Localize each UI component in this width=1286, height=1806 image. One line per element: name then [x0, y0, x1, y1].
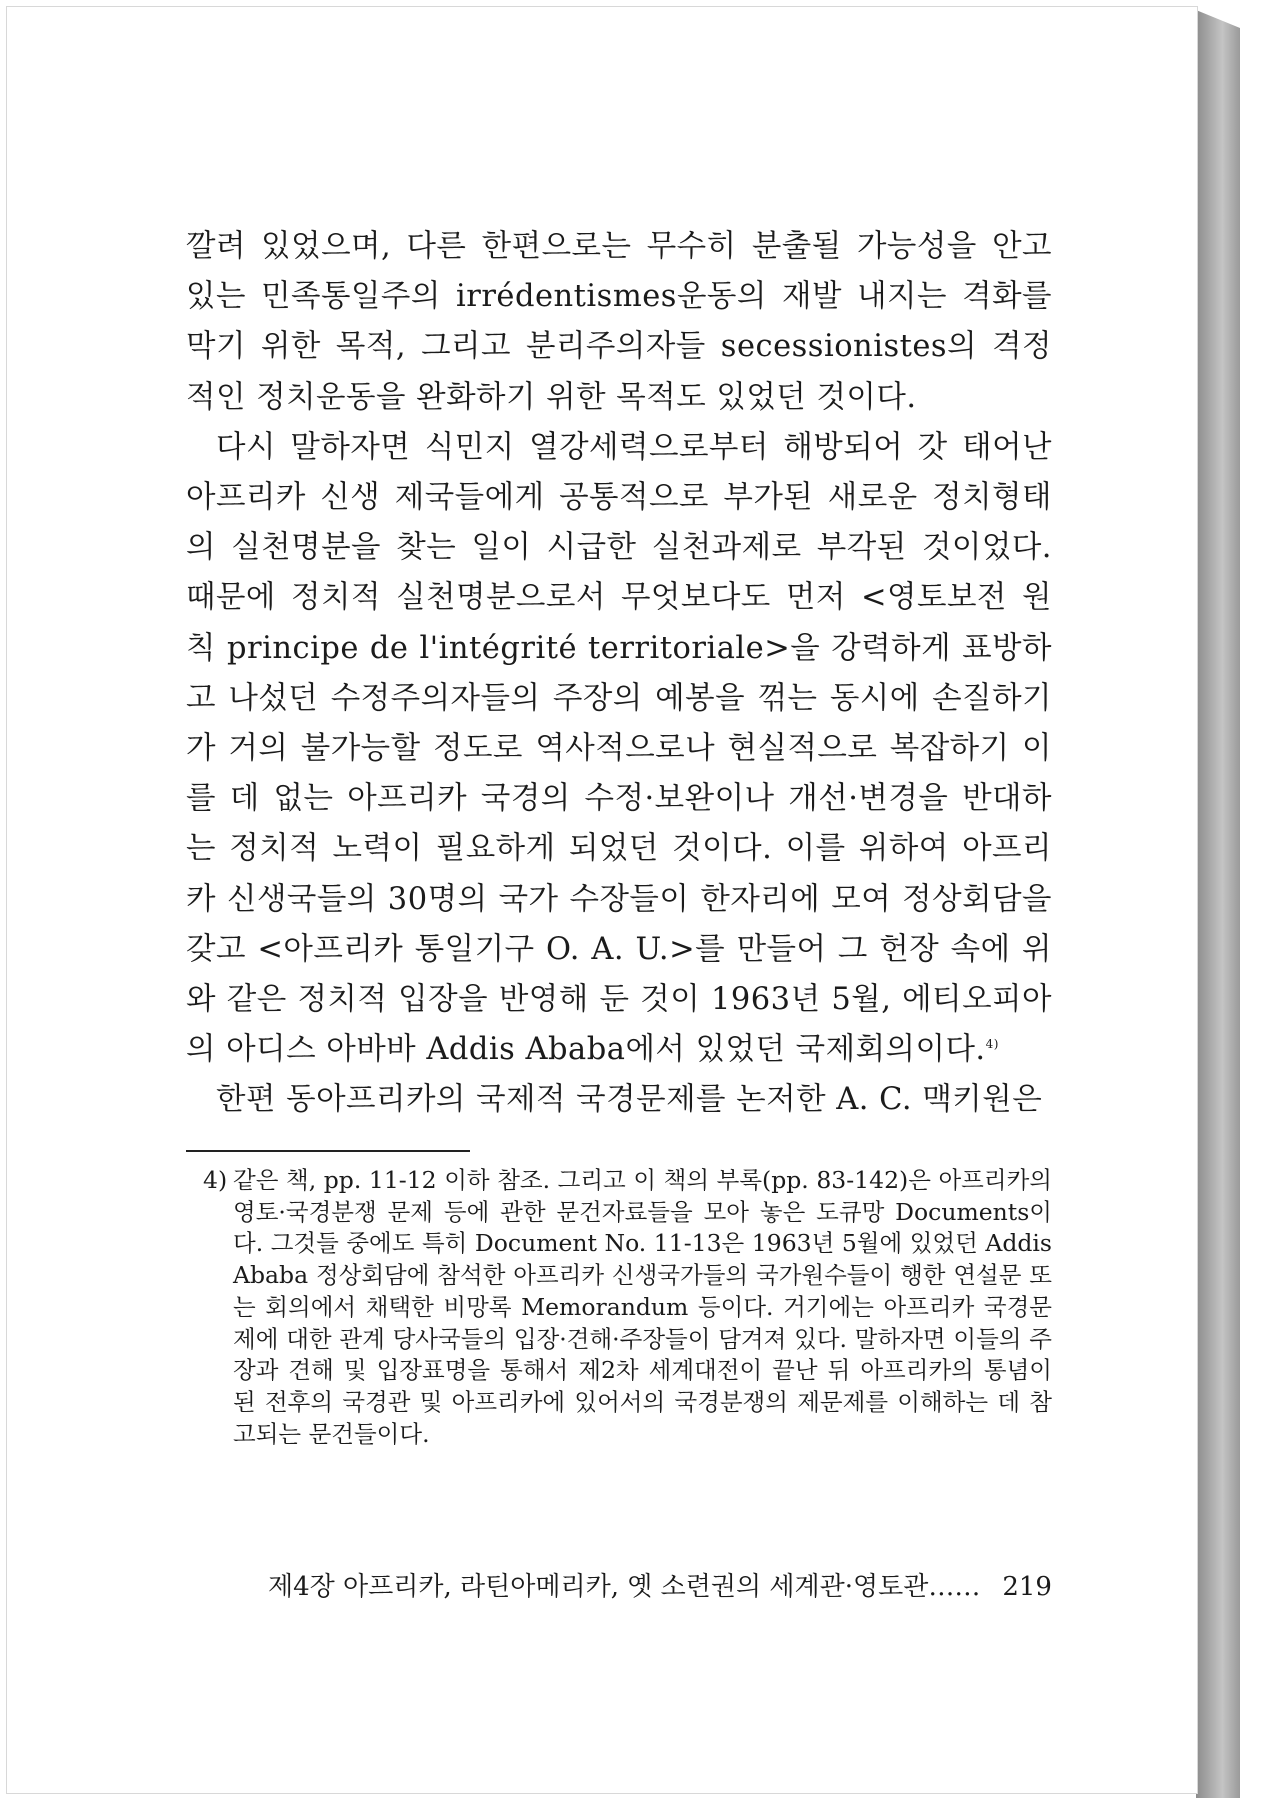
paragraph-2: [186, 423, 1052, 1076]
paragraph-3: 한편 동아프리카의 국제적 국경문제를 논저한 A. C. 맥키원은: [216, 1082, 1043, 1118]
footnote-reference: 4): [985, 1037, 999, 1052]
footnote-4: [203, 1165, 1052, 1450]
footnote-number: 4): [203, 1166, 228, 1194]
page-edge-shadow: [1196, 10, 1240, 1798]
page-number: 219: [1002, 1572, 1052, 1602]
running-title: 제4장 아프리카, 라틴아메리카, 옛 소련권의 세계관·영토관……: [268, 1572, 981, 1602]
paragraph-2-text: 다시 말하자면 식민지 열강세력으로부터 해방되어 갓 태어난 아프리카 신생 제국들에게 공통적으로 부가된 새로운 정치형태의 실천명분을 찾는 일이 시급한 실천과제로 부각된 것이었다. 때문에 정치적 실천명분으로서 무엇보다도 먼저 <영토보전 원칙 principe de l'intégrité territoriale>을 강력하게 표방하고 나섰던 수정주의자들의 주장의 예봉을 꺾는 동시에 손질하기가 거의 불가능할 정도로 역사적으로나 현실적으로 복잡하기 이를 데 없는 아프리카 국경의 수정·보완이나 개선·변경을 반대하는 정치적 노력이 필요하게 되었던 것이다. 이를 위하여 아프리카 신생국들의 30명의 국가 수장들이 한자리에 모여 정상회담을 갖고 <아프리카 통일기구 O. A. U.>를 만들어 그 헌장 속에 위와 같은 정치적 입장을 반영해 둔 것이 1963년 5월, 에티오피아의 아디스 아바바 Addis Ababa에서 있었던 국제회의이다.: [186, 429, 1052, 1068]
running-footer: [268, 1570, 1052, 1604]
main-text: [186, 222, 1052, 1126]
paragraph-1: 깔려 있었으며, 다른 한편으로는 무수히 분출될 가능성을 안고 있는 민족통일주의 irrédentismes운동의 재발 내지는 격화를 막기 위한 목적, 그리고 분리주의자들 secessionistes의 격정적인 정치운동을 완화하기 위한 목적도 있었던 것이다.: [186, 229, 1052, 415]
footnote-text: 같은 책, pp. 11-12 이하 참조. 그리고 이 책의 부록(pp. 83-142)은 아프리카의 영토·국경분쟁 문제 등에 관한 문건자료들을 모아 놓은 도큐망 Documents이다. 그것들 중에도 특히 Document No. 11-13은 1963년 5월에 있었던 Addis Ababa 정상회담에 참석한 아프리카 신생국가들의 국가원수들이 행한 연설문 또는 회의에서 채택한 비망록 Memorandum 등이다. 거기에는 아프리카 국경문제에 대한 관계 당사국들의 입장·견해·주장들이 담겨져 있다. 말하자면 이들의 주장과 견해 및 입장표명을 통해서 제2차 세계대전이 끝난 뒤 아프리카의 통념이 된 전후의 국경관 및 아프리카에 있어서의 국경분쟁의 제문제를 이해하는 데 참고되는 문건들이다.: [233, 1166, 1052, 1448]
footnote-divider: [186, 1150, 470, 1152]
